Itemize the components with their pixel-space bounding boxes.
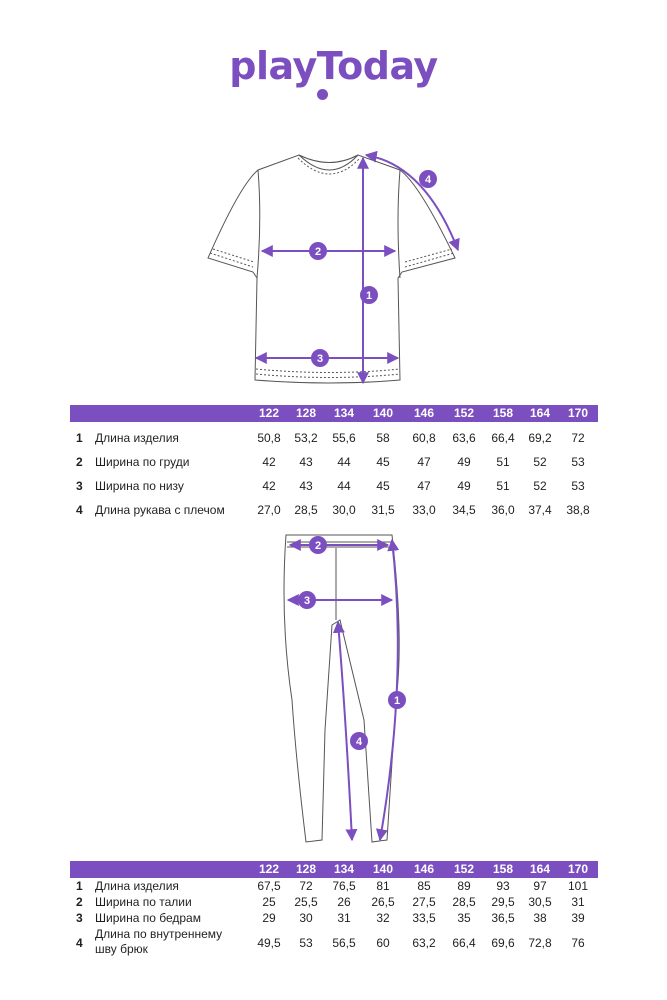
size-col: 152 bbox=[453, 862, 475, 876]
table-row: 2 Ширина по талии 25 25,5 26 26,5 27,5 28,5 29,5 30,5 31 bbox=[76, 895, 585, 909]
size-col: 134 bbox=[333, 862, 355, 876]
size-col: 122 bbox=[258, 406, 280, 420]
size-col: 122 bbox=[258, 862, 280, 876]
size-col: 164 bbox=[529, 862, 551, 876]
size-col: 164 bbox=[529, 406, 551, 420]
size-col: 146 bbox=[413, 406, 435, 420]
logo-dot bbox=[317, 89, 328, 100]
marker-2: 2 bbox=[314, 246, 322, 258]
marker-4: 4 bbox=[355, 736, 363, 748]
pants-line-length bbox=[380, 540, 401, 840]
size-col: 170 bbox=[567, 406, 589, 420]
size-col: 128 bbox=[295, 406, 317, 420]
tshirt-table-header bbox=[70, 405, 598, 422]
table-row: 2 Ширина по груди 42 43 44 45 47 49 51 52 53 bbox=[76, 455, 585, 469]
pants-outline bbox=[284, 535, 399, 842]
size-col: 152 bbox=[453, 406, 475, 420]
size-col: 146 bbox=[413, 862, 435, 876]
table-row: 1 Длина изделия 50,8 53,2 55,6 58 60,8 63,6 66,4 69,2 72 bbox=[76, 431, 585, 445]
table-row: 1 Длина изделия 67,5 72 76,5 81 85 89 93 97 101 bbox=[76, 879, 589, 893]
table-row: 4 Длина рукава с плечом 27,0 28,5 30,0 31,5 33,0 34,5 36,0 37,4 38,8 bbox=[76, 503, 590, 517]
pants-table-header bbox=[70, 861, 598, 878]
size-col: 140 bbox=[372, 406, 394, 420]
table-row: 4 Длина по внутреннему шву брюк 49,5 53 56,5 60 63,2 66,4 69,6 72,8 76 bbox=[76, 927, 585, 956]
pants-line-inseam bbox=[338, 622, 352, 840]
marker-1: 1 bbox=[393, 695, 401, 707]
marker-4: 4 bbox=[424, 174, 432, 186]
table-row: 3 Ширина по бедрам 29 30 31 32 33,5 35 36,5 38 39 bbox=[76, 911, 585, 925]
tshirt-sketch bbox=[0, 140, 667, 390]
marker-3: 3 bbox=[316, 353, 324, 365]
pants-size-table bbox=[70, 861, 598, 960]
size-col: 158 bbox=[492, 406, 514, 420]
size-col: 158 bbox=[492, 862, 514, 876]
size-col: 134 bbox=[333, 406, 355, 420]
size-col: 170 bbox=[567, 862, 589, 876]
table-row: 3 Ширина по низу 42 43 44 45 47 49 51 52 53 bbox=[76, 479, 585, 493]
tshirt-size-table bbox=[70, 405, 598, 522]
brand-logo: playToday bbox=[229, 44, 438, 88]
tshirt-outline bbox=[208, 155, 455, 383]
pants-sketch bbox=[0, 525, 667, 855]
marker-2: 2 bbox=[314, 540, 322, 552]
size-col: 140 bbox=[372, 862, 394, 876]
marker-1: 1 bbox=[365, 290, 373, 302]
marker-3: 3 bbox=[303, 595, 311, 607]
size-col: 128 bbox=[295, 862, 317, 876]
